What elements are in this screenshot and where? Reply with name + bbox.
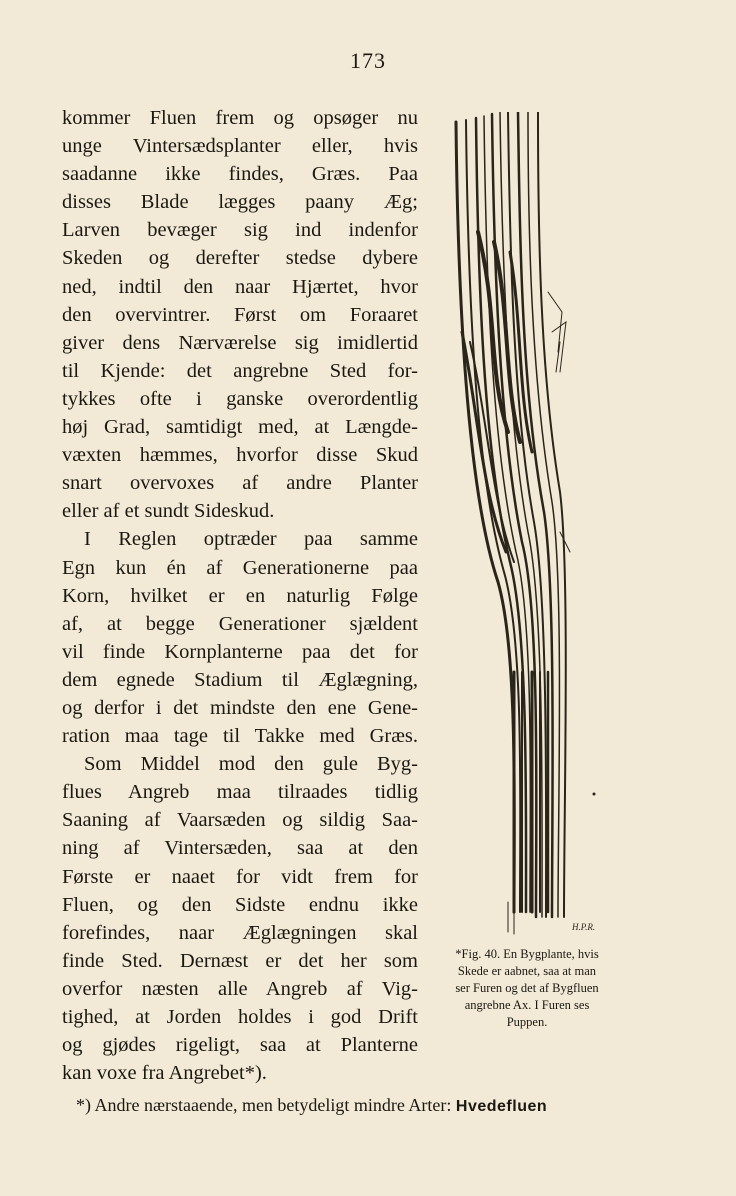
body-text bbox=[62, 104, 418, 1087]
page-number: 173 bbox=[350, 48, 386, 73]
figure-caption bbox=[424, 946, 630, 1031]
body-line: Skeden og derefter stedse dybere bbox=[62, 247, 418, 270]
body-line: den overvintrer. Først om Foraaret bbox=[62, 303, 418, 326]
footnote-text: *) Andre nærstaaende, men betydeligt mindre Arter: bbox=[76, 1095, 452, 1115]
body-line: giver dens Nærværelse sig imidlertid bbox=[62, 331, 418, 354]
body-line: og derfor i det mindste den ene Gene- bbox=[62, 696, 418, 719]
caption-line: ser Furen og det af Bygfluen bbox=[455, 981, 599, 995]
body-line: tighed, at Jorden holdes i god Drift bbox=[62, 1006, 418, 1028]
caption-line: angrebne Ax. I Furen ses bbox=[464, 998, 590, 1012]
body-line: eller af et sundt Sideskud. bbox=[62, 500, 275, 523]
body-line: Saaning af Vaarsæden og sildig Saa- bbox=[62, 809, 418, 832]
body-line: Larven bevæger sig ind indenfor bbox=[62, 219, 418, 242]
body-line: kommer Fluen frem og opsøger nu bbox=[62, 107, 418, 129]
body-line: dem egnede Stadium til Æglægning, bbox=[62, 668, 418, 691]
body-line: til Kjende: det angrebne Sted for- bbox=[62, 359, 418, 382]
figure-barley-plant bbox=[448, 112, 634, 942]
body-line: væxten hæmmes, hvorfor disse Skud bbox=[62, 444, 418, 467]
body-line: Egn kun én af Generationerne paa bbox=[62, 556, 418, 579]
body-line: af, at begge Generationer sjældent bbox=[62, 612, 418, 635]
body-line: snart overvoxes af andre Planter bbox=[62, 472, 418, 495]
artist-signature: H.P.R. bbox=[572, 922, 596, 932]
barley-plant-illustration bbox=[448, 112, 634, 942]
body-line: disses Blade lægges paany Æg; bbox=[62, 191, 418, 214]
body-line: finde Sted. Dernæst er det her som bbox=[62, 949, 418, 972]
body-line: høj Grad, samtidigt med, at Længde- bbox=[62, 416, 418, 439]
body-line: vil finde Kornplanterne paa det for bbox=[62, 640, 418, 663]
body-line: Korn, hvilket er en naturlig Følge bbox=[62, 584, 418, 607]
body-line: ration maa tage til Takke med Græs. bbox=[62, 725, 418, 748]
body-line: I Reglen optræder paa samme bbox=[84, 528, 418, 551]
caption-line: Puppen. bbox=[506, 1015, 548, 1029]
caption-line: Skede er aabnet, saa at man bbox=[457, 964, 597, 978]
body-line: unge Vintersædsplanter eller, hvis bbox=[62, 135, 418, 158]
body-line: og gjødes rigeligt, saa at Planterne bbox=[62, 1034, 418, 1057]
body-line: overfor næsten alle Angreb af Vig- bbox=[62, 977, 418, 1000]
body-line: flues Angreb maa tilraades tidlig bbox=[62, 781, 418, 804]
body-line: saadanne ikke findes, Græs. Paa bbox=[62, 163, 418, 186]
footnote-emphasis: Hvedefluen bbox=[455, 1098, 548, 1115]
caption-line: *Fig. 40. En Bygplante, hvis bbox=[455, 947, 599, 961]
body-line: tykkes ofte i ganske overordentlig bbox=[62, 387, 418, 410]
body-line: forefindes, naar Æglægningen skal bbox=[62, 921, 418, 944]
footnote bbox=[76, 1095, 716, 1116]
body-line: Første er naaet for vidt frem for bbox=[62, 865, 418, 888]
body-line: ned, indtil den naar Hjærtet, hvor bbox=[62, 275, 418, 298]
body-line: kan voxe fra Angrebet*). bbox=[62, 1062, 267, 1085]
body-line: Som Middel mod den gule Byg- bbox=[84, 753, 418, 776]
speck bbox=[593, 793, 596, 796]
body-line: ning af Vintersæden, saa at den bbox=[62, 837, 418, 860]
body-line: Fluen, og den Sidste endnu ikke bbox=[62, 893, 418, 916]
